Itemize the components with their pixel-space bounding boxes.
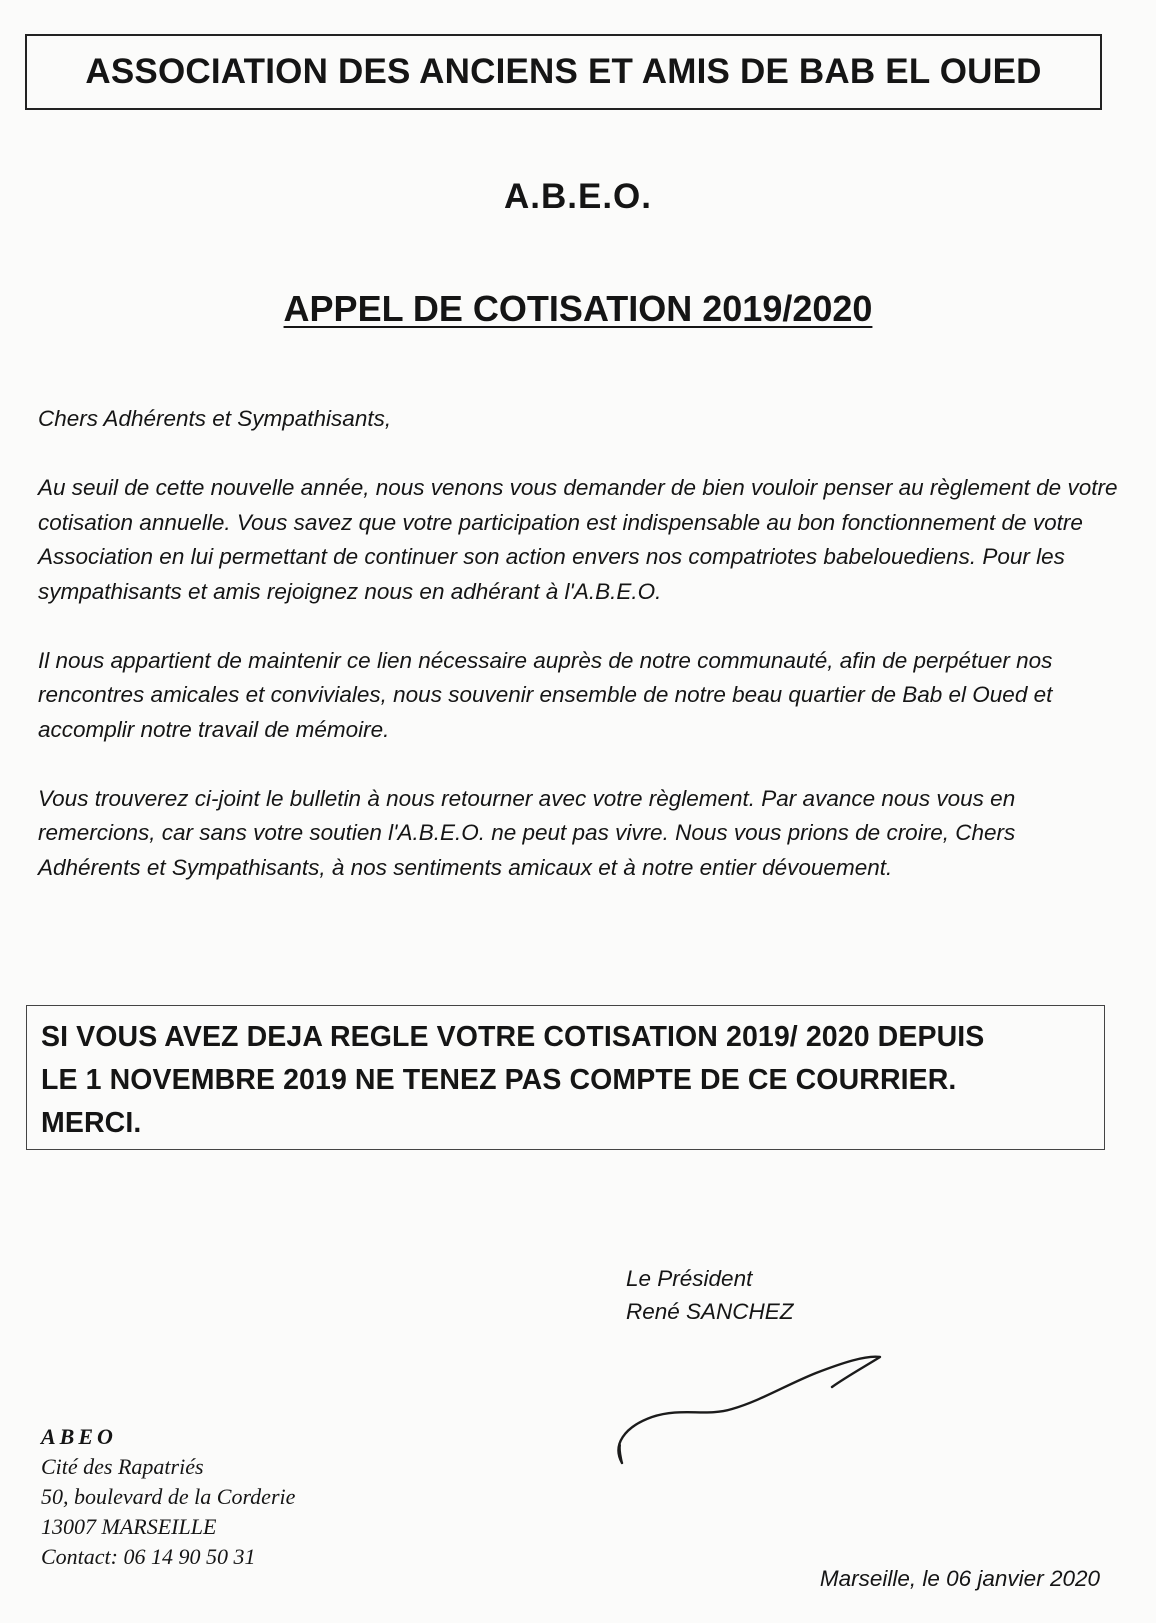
paragraph-2: Il nous appartient de maintenir ce lien nécessaire auprès de notre communauté, afin de perpétuer nos rencontres amicales et conviviales, nous souvenir ensemble de notre beau quartier de Bab el Oued et accomplir notre travail de mémoire. xyxy=(38,647,1053,742)
document-title xyxy=(0,288,1156,330)
paragraph-3: Vous trouverez ci-joint le bulletin à nous retourner avec votre règlement. Par avance nous vous en remercions, car sans votre soutien l'A.B.E.O. ne peut pas vivre. Nous vous prions de croire, Chers Adhérents et Sympathisants, à nos sentiments amicaux et à notre entier dévouement. xyxy=(38,785,1016,880)
notice-line-1: SI VOUS AVEZ DEJA REGLE VOTRE COTISATION 2019/ 2020 DEPUIS xyxy=(41,1021,985,1053)
address-line-2: 50, boulevard de la Corderie xyxy=(41,1484,296,1509)
signatory-role: Le Président xyxy=(626,1266,753,1291)
place-and-date: Marseille, le 06 janvier 2020 xyxy=(819,1566,1100,1591)
sender-address xyxy=(41,1422,295,1572)
notice-line-2: LE 1 NOVEMBRE 2019 NE TENEZ PAS COMPTE DE CE COURRIER. xyxy=(41,1064,957,1096)
address-line-1: Cité des Rapatriés xyxy=(41,1454,204,1479)
association-name: ASSOCIATION DES ANCIENS ET AMIS DE BAB EL OUED xyxy=(85,52,1042,91)
salutation: Chers Adhérents et Sympathisants, xyxy=(38,406,392,431)
address-line-3: 13007 MARSEILLE xyxy=(41,1514,217,1539)
paragraph-1: Au seuil de cette nouvelle année, nous venons vous demander de bien vouloir penser au règlement de votre cotisation annuelle. Vous savez que votre participation est indispensable au bon fonctionnement de votre Association en lui permettant de continuer son action envers nos compatriotes babelouediens. Pour les sympathisants et amis rejoignez nous en adhérant à l'A.B.E.O. xyxy=(38,475,1118,604)
handwritten-signature xyxy=(610,1345,890,1475)
address-contact: Contact: 06 14 90 50 31 xyxy=(41,1544,256,1569)
payment-notice-box xyxy=(26,1005,1105,1150)
association-acronym: A.B.E.O. xyxy=(503,177,653,216)
signatory-name: René SANCHEZ xyxy=(626,1299,794,1324)
address-org: ABEO xyxy=(41,1424,117,1449)
signatory-block xyxy=(626,1262,794,1328)
association-name-box xyxy=(25,34,1102,110)
letter-body xyxy=(38,402,1123,920)
document-title-text: APPEL DE COTISATION 2019/2020 xyxy=(283,288,873,329)
notice-line-3: MERCI. xyxy=(41,1107,142,1139)
